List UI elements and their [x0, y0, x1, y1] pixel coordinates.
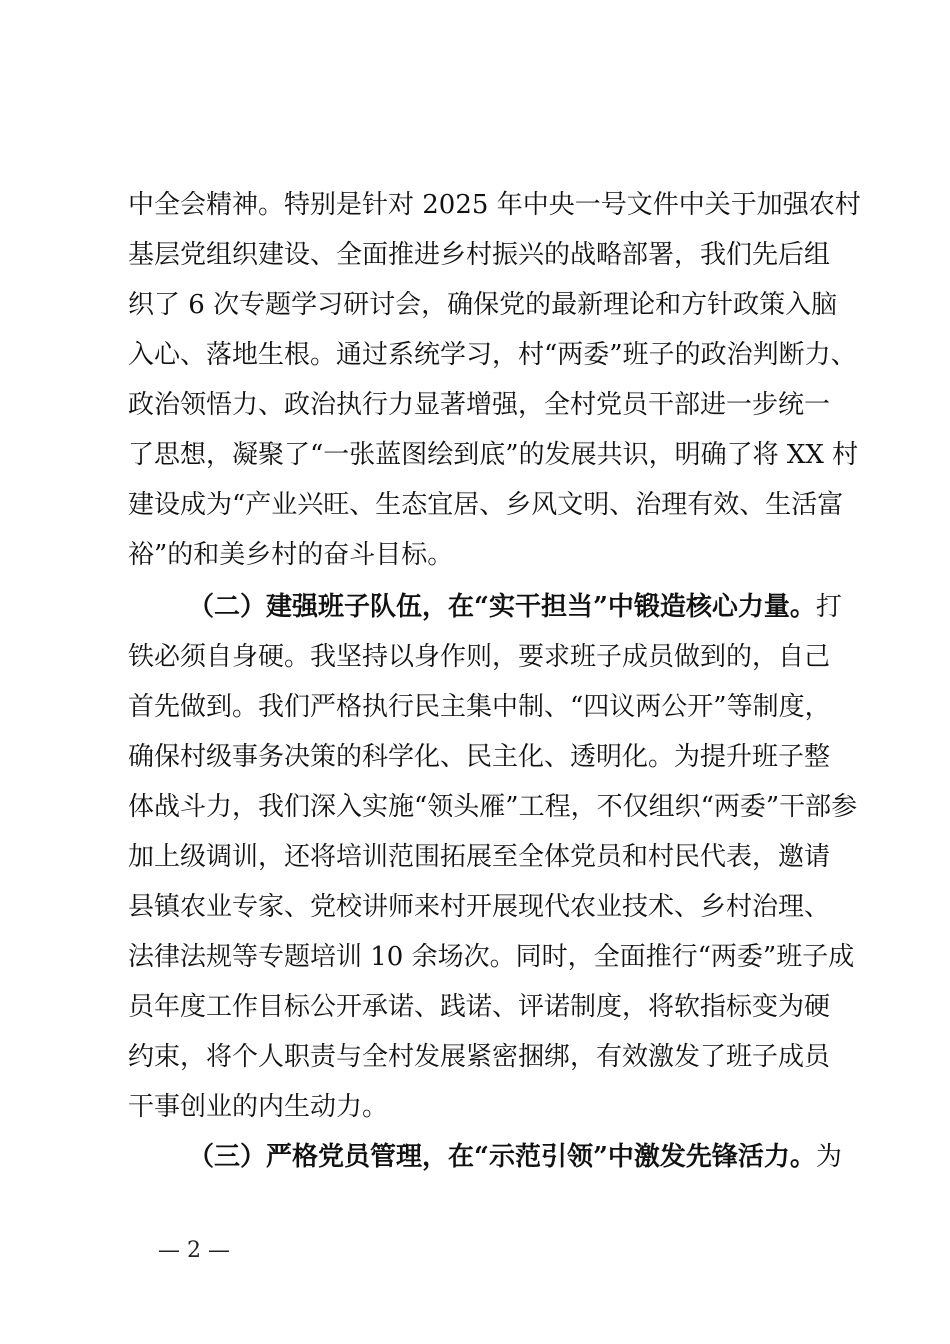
- paragraph-line: 基层党组织建设、全面推进乡村振兴的战略部署，我们先后组: [128, 240, 831, 270]
- page-number: — 2 —: [158, 1238, 230, 1263]
- section-2-first-line-tail: 打: [815, 592, 842, 622]
- section-3-first-line-tail: 为: [815, 1142, 842, 1172]
- paragraph-line: 裕”的和美乡村的奋斗目标。: [128, 540, 454, 570]
- paragraph-line: 了思想，凝聚了“一张蓝图绘到底”的发展共识，明确了将 XX 村: [128, 440, 859, 470]
- section-2-first-line: [188, 590, 842, 624]
- section-3-first-line: [188, 1140, 842, 1174]
- paragraph-line: 政治领悟力、政治执行力显著增强，全村党员干部进一步统一: [128, 390, 831, 420]
- paragraph-line: 员年度工作目标公开承诺、践诺、评诺制度，将软指标变为硬: [128, 992, 831, 1022]
- paragraph-line: 入心、落地生根。通过系统学习，村“两委”班子的政治判断力、: [128, 340, 857, 370]
- paragraph-line: 约束，将个人职责与全村发展紧密捆绑，有效激发了班子成员: [128, 1042, 831, 1072]
- paragraph-line: 法律法规等专题培训 10 余场次。同时，全面推行“两委”班子成: [128, 942, 855, 972]
- paragraph-line: 建设成为“产业兴旺、生态宜居、乡风文明、治理有效、生活富: [128, 490, 844, 520]
- paragraph-line: 中全会精神。特别是针对 2025 年中央一号文件中关于加强农村: [128, 190, 861, 220]
- paragraph-line: 加上级调训，还将培训范围拓展至全体党员和村民代表，邀请: [128, 842, 831, 872]
- paragraph-line: 铁必须自身硬。我坚持以身作则，要求班子成员做到的，自己: [128, 642, 831, 672]
- paragraph-line: 干事创业的内生动力。: [128, 1092, 389, 1122]
- paragraph-line: 确保村级事务决策的科学化、民主化、透明化。为提升班子整: [128, 742, 831, 772]
- section-2-heading: （二）建强班子队伍，在“实干担当”中锻造核心力量。: [188, 592, 816, 622]
- paragraph-line: 县镇农业专家、党校讲师来村开展现代农业技术、乡村治理、: [128, 892, 831, 922]
- paragraph-line: 体战斗力，我们深入实施“领头雁”工程，不仅组织“两委”干部参: [128, 792, 858, 822]
- paragraph-line: 首先做到。我们严格执行民主集中制、“四议两公开”等制度，: [128, 692, 831, 722]
- section-3-heading: （三）严格党员管理，在“示范引领”中激发先锋活力。: [188, 1142, 816, 1172]
- paragraph-line: 织了 6 次专题学习研讨会，确保党的最新理论和方针政策入脑: [128, 290, 838, 320]
